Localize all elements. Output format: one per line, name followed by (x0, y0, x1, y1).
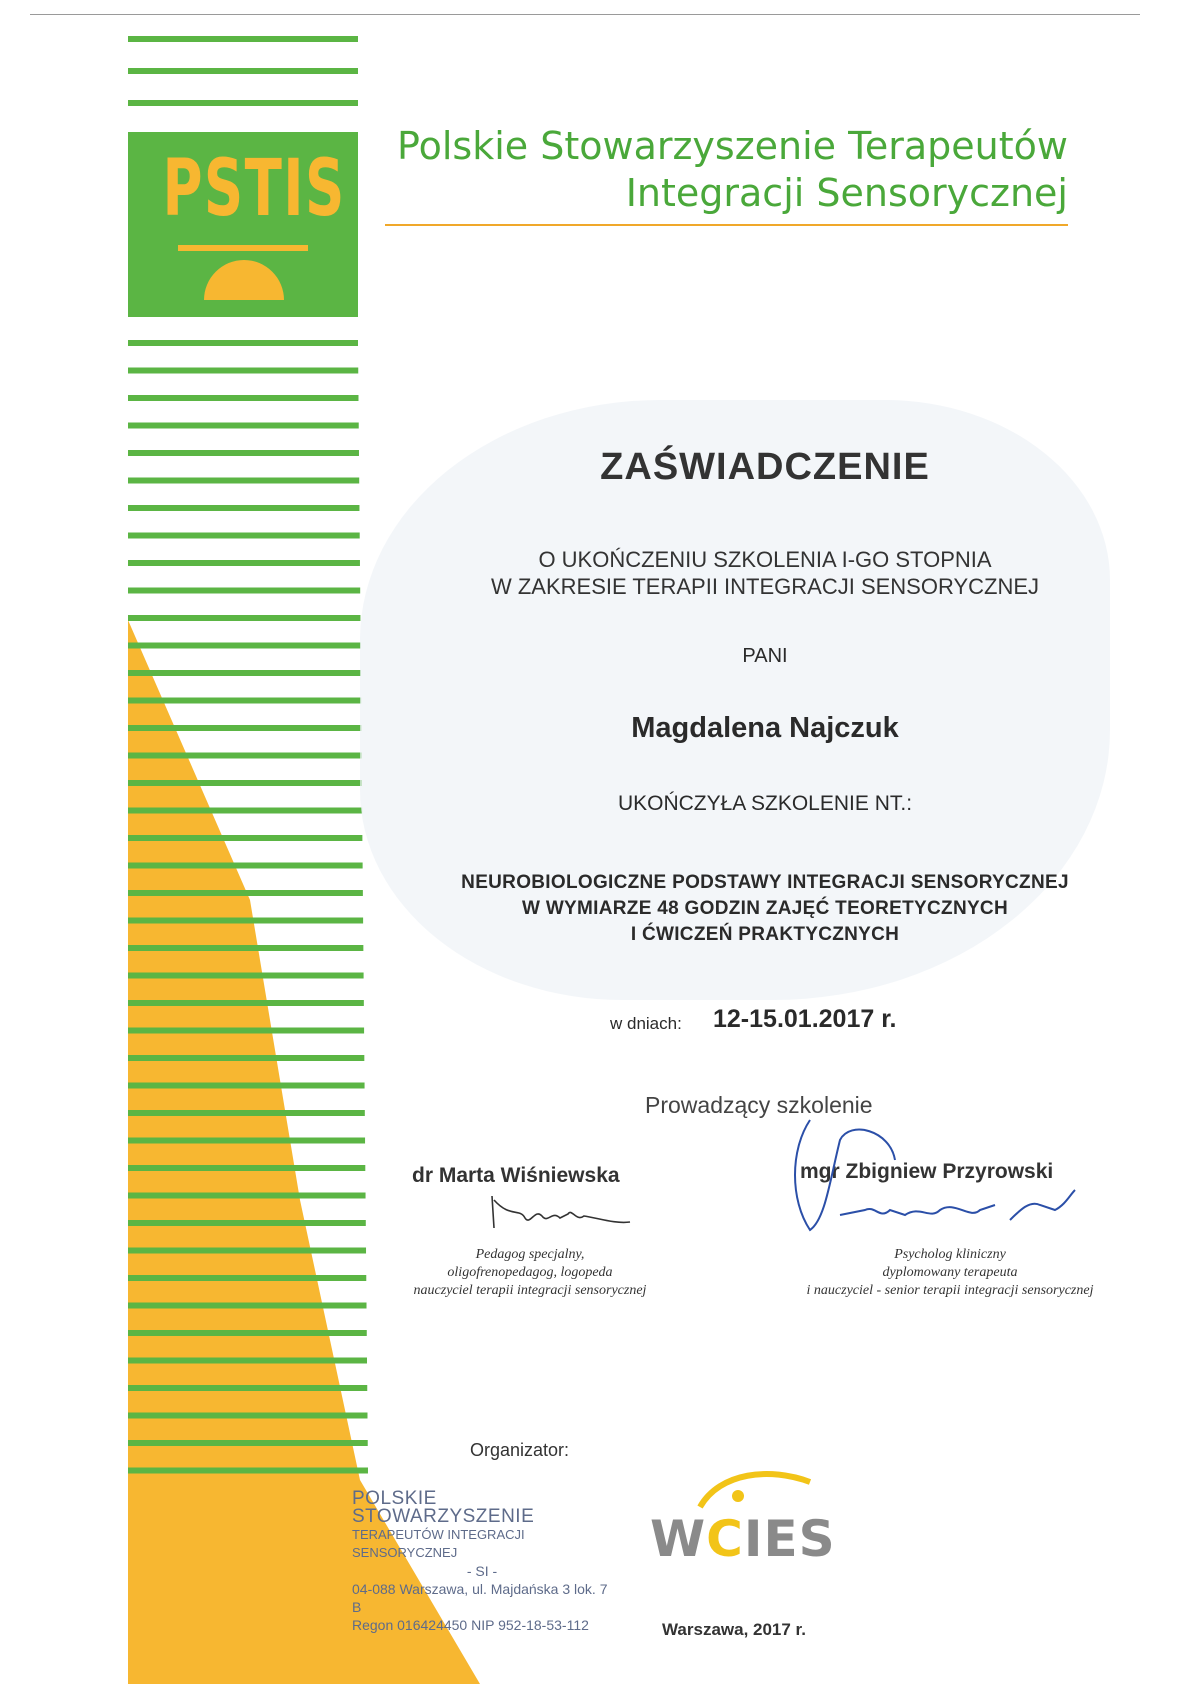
wcies-c: C (706, 1510, 744, 1568)
org-name-line2: Integracji Sensorycznej (625, 171, 1068, 215)
organizer-stamp (352, 1490, 612, 1634)
logo-sun-icon (204, 260, 284, 300)
green-stripe (128, 368, 358, 374)
green-stripe (128, 973, 364, 979)
dates-value: 12-15.01.2017 r. (713, 1005, 897, 1033)
stamp-line5: Regon 016424450 NIP 952-18-53-112 (352, 1617, 589, 1633)
wcies-w: W (650, 1510, 707, 1568)
green-stripe (128, 36, 358, 42)
trainer-left-name: dr Marta Wiśniewska (412, 1164, 620, 1187)
course-line3: I ĆWICZEŃ PRAKTYCZNYCH (630, 924, 900, 945)
green-stripe (128, 1138, 365, 1144)
org-underline (385, 224, 1068, 226)
subtitle-line2: W ZAKRESIE TERAPII INTEGRACJI SENSORYCZNEJ (490, 574, 1040, 599)
wcies-logo (650, 1510, 845, 1568)
green-stripe (128, 1303, 367, 1309)
green-stripe (128, 1330, 367, 1336)
green-stripe (128, 725, 361, 731)
trainer-right-desc3: i nauczyciel - senior terapii integracji sensorycznej (806, 1283, 1094, 1298)
trainer-left-desc1: Pedagog specjalny, (475, 1247, 585, 1262)
trainer-right-desc1: Psycholog kliniczny (894, 1247, 1006, 1262)
green-stripe (128, 780, 362, 786)
green-stripe (128, 1000, 364, 1006)
signature-right-icon (780, 1110, 1100, 1250)
green-stripe (128, 918, 363, 924)
green-stripe (128, 423, 359, 429)
green-stripe (128, 1385, 367, 1391)
green-stripe (128, 395, 358, 401)
green-stripe (128, 753, 362, 759)
green-stripe (128, 670, 361, 676)
green-stripe (128, 945, 363, 951)
green-stripe (128, 340, 358, 346)
completed-label: UKOŃCZYŁA SZKOLENIE NT.: (617, 792, 913, 815)
green-stripe (128, 1083, 365, 1089)
green-stripe (128, 1165, 365, 1171)
green-stripe (128, 478, 359, 484)
wcies-arc-icon (690, 1462, 820, 1512)
green-stripe (128, 1028, 364, 1034)
green-stripe (128, 1468, 368, 1474)
course-line2: W WYMIARZE 48 GODZIN ZAJĘĆ TEORETYCZNYCH (522, 898, 1008, 919)
green-stripe (128, 698, 361, 704)
org-name-line1: Polskie Stowarzyszenie Terapeutów (397, 124, 1068, 168)
certificate-title: ZAŚWIADCZENIE (600, 446, 930, 488)
logo-text: PSTIS (162, 144, 346, 234)
stamp-line4: 04-088 Warszawa, ul. Majdańska 3 lok. 7 B (352, 1581, 608, 1615)
green-stripe (128, 560, 360, 566)
green-stripe (128, 533, 360, 539)
stamp-line2: TERAPEUTÓW INTEGRACJI SENSORYCZNEJ (352, 1527, 525, 1560)
wcies-rest: IES (743, 1510, 836, 1568)
green-stripe (128, 1275, 366, 1281)
trainer-left-desc2: oligofrenopedagog, logopeda (447, 1265, 613, 1280)
green-stripe (128, 1193, 366, 1199)
place-date: Warszawa, 2017 r. (662, 1620, 806, 1639)
green-stripe (128, 450, 359, 456)
trainer-left-desc3: nauczyciel terapii integracji sensorycznej (413, 1283, 647, 1298)
green-stripe (128, 505, 359, 511)
green-stripe (128, 1248, 366, 1254)
dates-label: w dniach: (610, 1014, 682, 1033)
trainers-heading: Prowadzący szkolenie (645, 1092, 873, 1118)
green-stripe (128, 863, 363, 869)
salutation: PANI (742, 645, 788, 667)
green-stripe (128, 588, 360, 594)
green-stripe (128, 68, 358, 74)
stamp-line3: - SI - (466, 1563, 498, 1579)
trainer-right-desc2: dyplomowany terapeuta (882, 1265, 1018, 1280)
green-stripe (128, 1055, 364, 1061)
green-stripe (128, 808, 362, 814)
green-stripe (128, 1358, 367, 1364)
green-stripe (128, 1440, 368, 1446)
course-line1: NEUROBIOLOGICZNE PODSTAWY INTEGRACJI SENSORYCZNEJ (461, 872, 1069, 893)
green-stripe (128, 835, 362, 841)
green-stripe (128, 890, 363, 896)
logo-bar (178, 245, 308, 251)
organizer-label: Organizator: (470, 1440, 570, 1460)
green-stripe (128, 100, 358, 106)
signature-left-icon (480, 1188, 640, 1238)
green-stripe (128, 1413, 367, 1419)
pstis-logo (128, 132, 358, 317)
green-stripe (128, 1220, 366, 1226)
green-stripe (128, 615, 360, 621)
green-stripe (128, 1110, 365, 1116)
trainer-right-name: mgr Zbigniew Przyrowski (800, 1160, 1054, 1183)
stamp-line1: POLSKIE STOWARZYSZENIE (352, 1488, 535, 1527)
recipient-name: Magdalena Najczuk (631, 712, 899, 744)
green-stripe (128, 643, 361, 649)
subtitle-line1: O UKOŃCZENIU SZKOLENIA I-GO STOPNIA (538, 547, 992, 572)
